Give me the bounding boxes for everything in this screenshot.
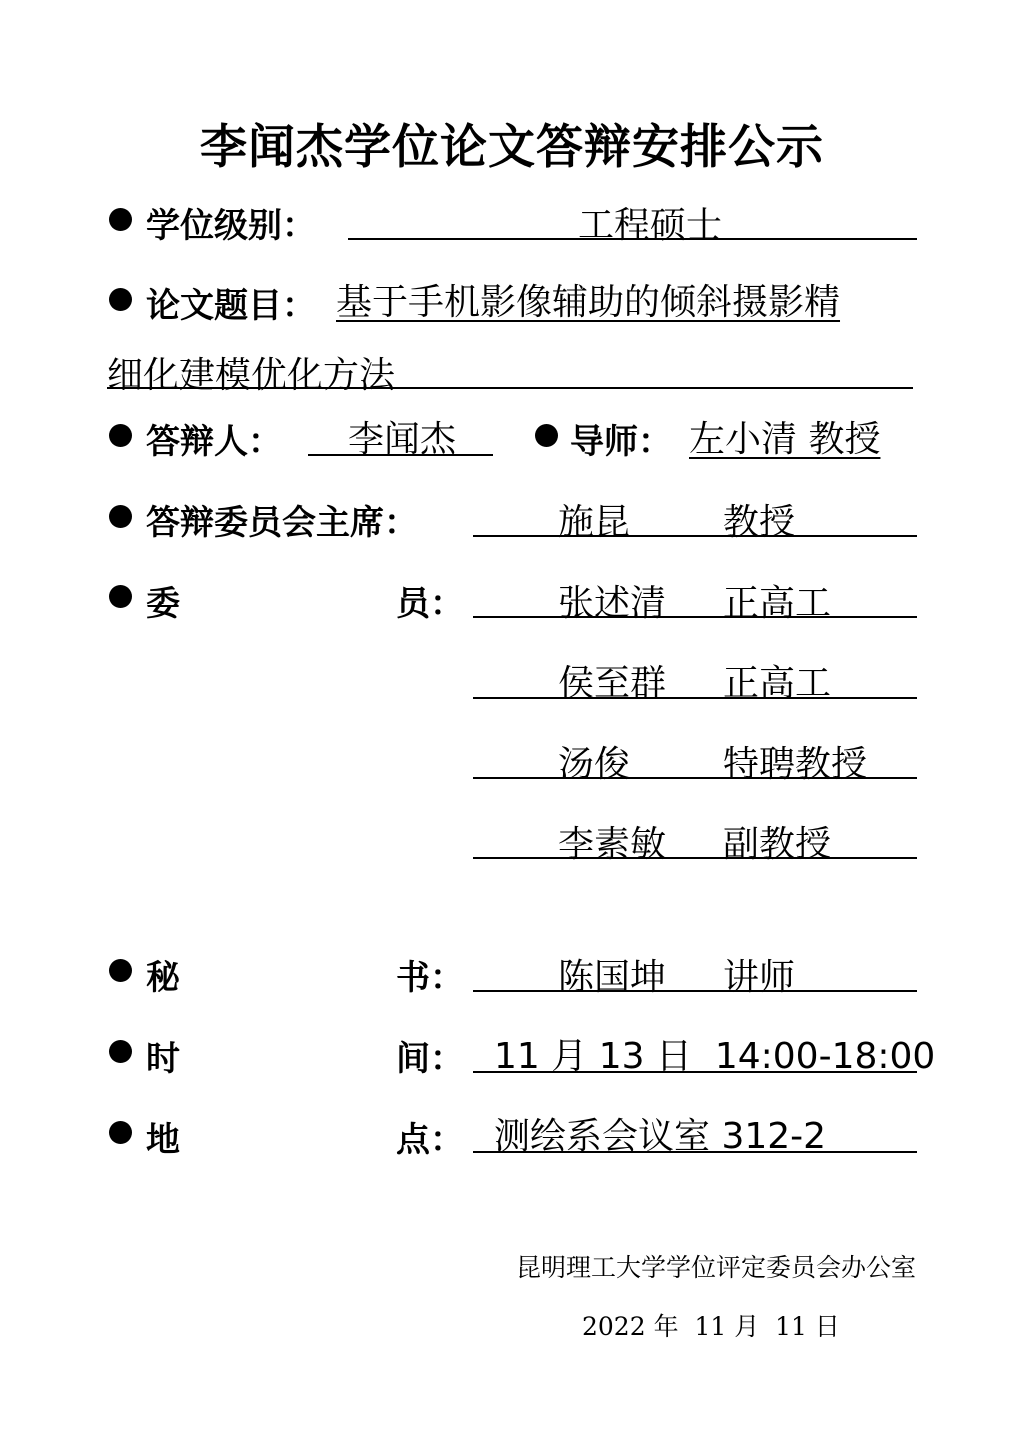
committee-member-name: 张述清 [558, 583, 667, 624]
page-title: 李闻杰学位论文答辩安排公示 [200, 120, 824, 175]
committee-underline [473, 697, 917, 699]
committee-member-title: 特聘教授 [723, 744, 868, 785]
bullet-icon [109, 1040, 132, 1063]
place-label-right: 点： [396, 1120, 464, 1160]
place-value: 测绘系会议室 312-2 [494, 1116, 827, 1157]
place-underline [473, 1151, 917, 1153]
chair-underline [473, 535, 917, 537]
thesis-title-line2: 细化建模优化方法 [107, 355, 396, 396]
chair-title: 教授 [723, 502, 796, 543]
time-label-left: 时 [146, 1039, 180, 1079]
degree-label: 学位级别： [146, 206, 316, 246]
defender-value: 李闻杰 [348, 419, 457, 460]
chair-label: 答辩委员会主席： [146, 503, 418, 543]
committee-member-name: 李素敏 [558, 824, 667, 865]
chair-name: 施昆 [558, 502, 631, 543]
committee-label-right: 员： [396, 584, 464, 624]
advisor-value: 左小清 教授 [689, 419, 881, 460]
bullet-icon [109, 959, 132, 982]
bullet-icon [109, 288, 132, 311]
place-label-left: 地 [146, 1120, 180, 1160]
thesis-underline [107, 387, 913, 389]
secretary-name: 陈国坤 [558, 957, 667, 998]
thesis-label: 论文题目： [146, 286, 316, 326]
bullet-icon [109, 505, 132, 528]
issuing-office: 昆明理工大学学位评定委员会办公室 [515, 1253, 916, 1282]
advisor-label: 导师： [570, 422, 672, 462]
thesis-title-line1: 基于手机影像辅助的倾斜摄影精 [336, 282, 841, 323]
committee-label-left: 委 [146, 584, 180, 624]
time-value: 11 月 13 日 14:00-18:00 [494, 1036, 936, 1077]
secretary-label-left: 秘 [146, 958, 180, 998]
committee-member-title: 正高工 [723, 583, 832, 624]
committee-underline [473, 777, 917, 779]
committee-underline [473, 857, 917, 859]
committee-member-title: 正高工 [723, 663, 832, 704]
issue-date: 2022 年 11 月 11 日 [582, 1312, 840, 1341]
bullet-icon [535, 424, 558, 447]
time-underline [473, 1071, 917, 1073]
degree-value: 工程硕士 [578, 205, 723, 246]
bullet-icon [109, 208, 132, 231]
time-label-right: 间： [396, 1039, 464, 1079]
committee-member-name: 侯至群 [558, 663, 667, 704]
bullet-icon [109, 585, 132, 608]
defender-label: 答辩人： [146, 422, 282, 462]
secretary-label-right: 书： [396, 958, 464, 998]
degree-underline [348, 238, 917, 240]
secretary-title: 讲师 [723, 957, 796, 998]
bullet-icon [109, 424, 132, 447]
committee-member-name: 汤俊 [558, 744, 631, 785]
committee-underline [473, 616, 917, 618]
defender-underline [308, 454, 493, 456]
secretary-underline [473, 990, 917, 992]
committee-member-title: 副教授 [723, 824, 832, 865]
bullet-icon [109, 1121, 132, 1144]
